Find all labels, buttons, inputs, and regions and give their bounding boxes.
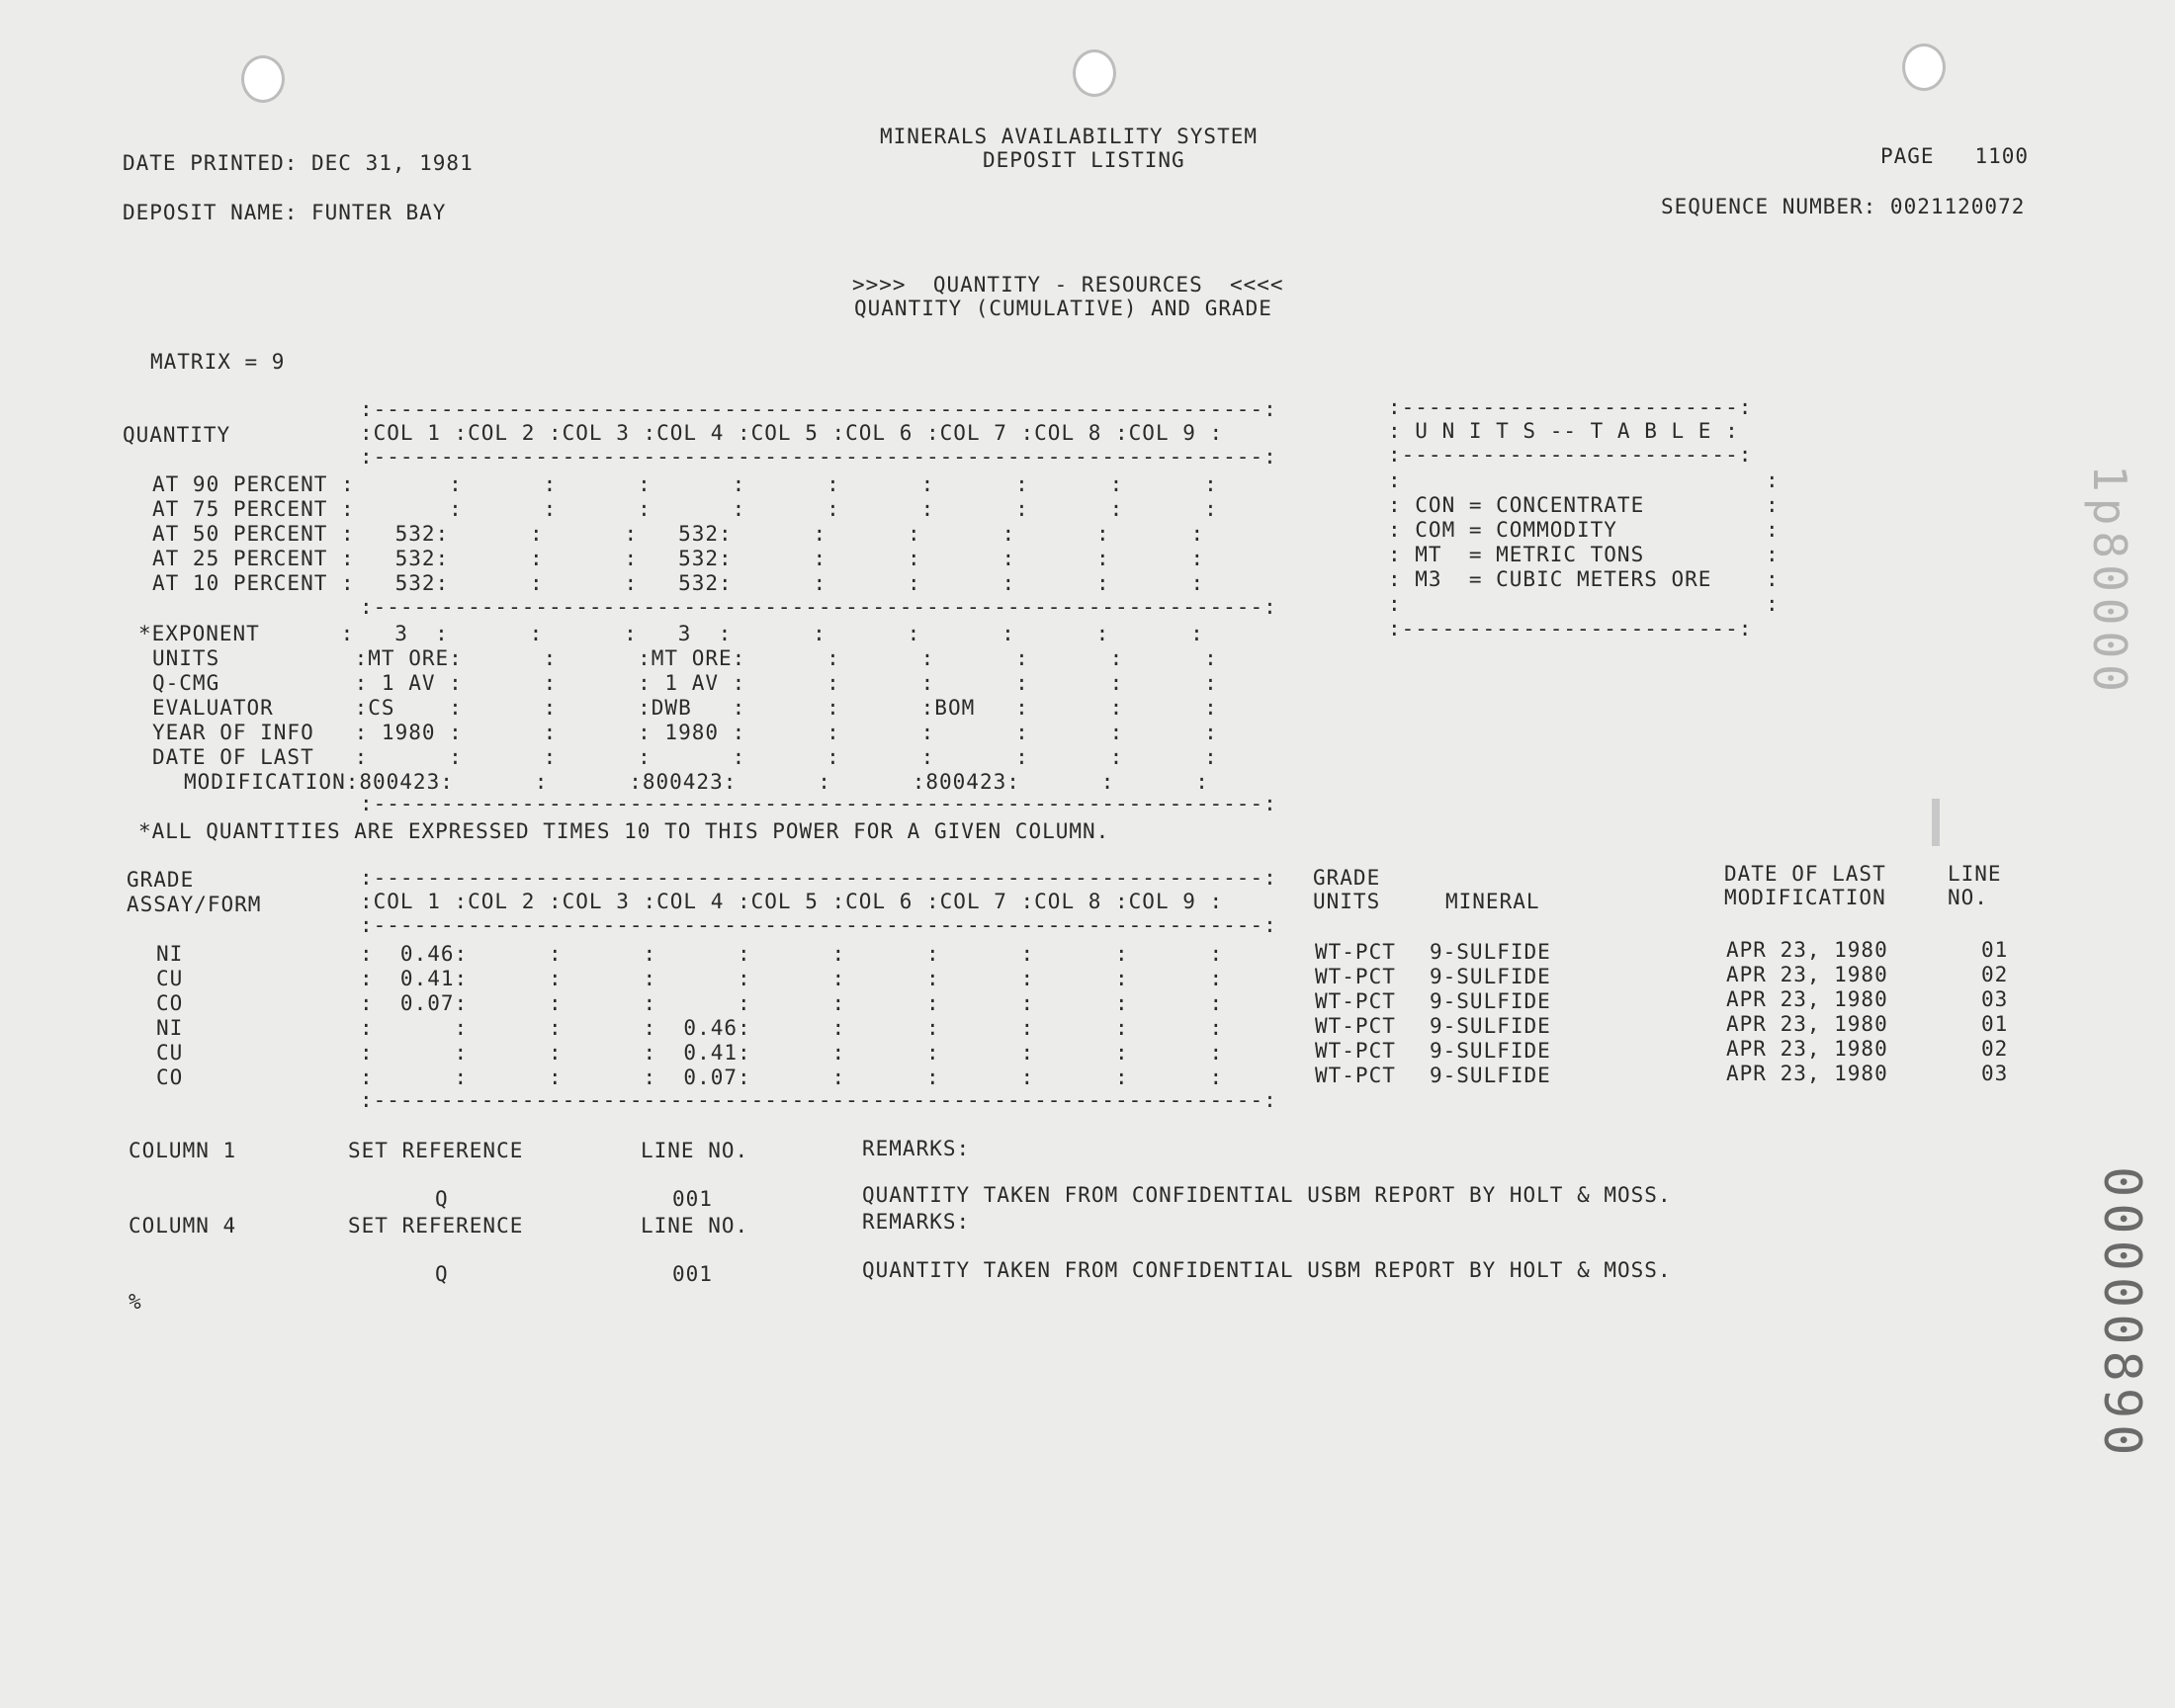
grade-units: WT-PCT (1315, 989, 1396, 1013)
table-row: EVALUATOR :CS : : :DWB : : :BOM : : : (152, 696, 1218, 720)
reference-line-heading: LINE NO. (641, 1139, 749, 1162)
table-row: Q-CMG : 1 AV : : : 1 AV : : : : : : (152, 671, 1218, 695)
units-table-top-rule: :-------------------------: (1388, 395, 1753, 419)
grade-units: WT-PCT (1315, 1014, 1396, 1038)
quantity-table-column-headers: :COL 1 :COL 2 :COL 3 :COL 4 :COL 5 :COL 6 :COL 7 :COL 8 :COL 9 : (360, 421, 1224, 445)
page-number: PAGE 1100 (1880, 144, 2030, 168)
grade-units: WT-PCT (1315, 965, 1396, 988)
quantity-table-bottom-rule: :------------------------------------------------------------------: (360, 792, 1277, 815)
quantity-table-top-rule: :------------------------------------------------------------------: (360, 397, 1277, 421)
grade-table-bottom-rule: :------------------------------------------------------------------: (360, 1088, 1277, 1112)
grade-line-no: 02 (1981, 1037, 2009, 1061)
reference-line-heading: LINE NO. (641, 1214, 749, 1238)
quantity-table-mid-rule: :------------------------------------------------------------------: (360, 595, 1277, 619)
section-subtitle: QUANTITY (CUMULATIVE) AND GRADE (854, 297, 1272, 320)
listing-title: DEPOSIT LISTING (983, 148, 1185, 172)
grade-units: WT-PCT (1315, 1064, 1396, 1087)
table-row: AT 75 PERCENT : : : : : : : : : : (152, 497, 1218, 521)
grade-cells: : 0.46: : : : : : : : : (360, 942, 1224, 966)
grade-table-top-rule: :------------------------------------------------------------------: (360, 866, 1277, 890)
quantity-label: QUANTITY (123, 423, 231, 447)
grade-line-no: 02 (1981, 963, 2009, 986)
grade-mineral: 9-SULFIDE (1430, 965, 1551, 988)
date-last-heading: DATE OF LAST (1724, 862, 1886, 886)
table-row: DATE OF LAST : : : : : : : : : : (152, 745, 1218, 769)
table-row: AT 25 PERCENT : 532: : : 532: : : : : : (152, 547, 1205, 570)
grade-element: NI (156, 942, 184, 966)
grade-cells: : : : : 0.46: : : : : : (360, 1016, 1224, 1040)
grade-table-column-headers: :COL 1 :COL 2 :COL 3 :COL 4 :COL 5 :COL 6 :COL 7 :COL 8 :COL 9 : (360, 890, 1224, 913)
stamp-lower: 00000890 (2092, 1166, 2151, 1462)
reference-line-value: 001 (672, 1262, 713, 1286)
stamp-upper: 1p80000 (2083, 465, 2136, 698)
grade-mineral: 9-SULFIDE (1430, 1014, 1551, 1038)
grade-date: APR 23, 1980 (1726, 1012, 1888, 1036)
grade-element: NI (156, 1016, 184, 1040)
grade-units-heading-2: UNITS (1313, 890, 1381, 913)
grade-date: APR 23, 1980 (1726, 1062, 1888, 1085)
table-row: *EXPONENT : 3 : : : 3 : : : : : : (138, 622, 1204, 645)
system-title: MINERALS AVAILABILITY SYSTEM (880, 125, 1259, 148)
grade-mineral: 9-SULFIDE (1430, 989, 1551, 1013)
grade-line-no: 01 (1981, 938, 2009, 962)
deposit-name: DEPOSIT NAME: FUNTER BAY (123, 201, 447, 224)
units-table-row: : : (1388, 592, 1780, 616)
grade-line-no: 03 (1981, 987, 2009, 1011)
reference-set-value: Q (435, 1262, 449, 1286)
punch-hole-center (1073, 49, 1116, 97)
grade-element: CO (156, 991, 184, 1015)
grade-element: CO (156, 1066, 184, 1089)
date-last-heading-2: MODIFICATION (1724, 886, 1886, 909)
reference-set-value: Q (435, 1187, 449, 1211)
units-table-row: : : (1388, 469, 1780, 492)
reference-set-heading: SET REFERENCE (348, 1214, 524, 1238)
grade-line-no: 01 (1981, 1012, 2009, 1036)
grade-units-heading: GRADE (1313, 866, 1381, 890)
line-no-heading-2: NO. (1948, 886, 1988, 909)
grade-mineral: 9-SULFIDE (1430, 940, 1551, 964)
grade-units: WT-PCT (1315, 1039, 1396, 1063)
grade-cells: : 0.07: : : : : : : : : (360, 991, 1224, 1015)
exponent-footnote: *ALL QUANTITIES ARE EXPRESSED TIMES 10 TO THIS POWER FOR A GIVEN COLUMN. (138, 819, 1110, 843)
grade-mineral: 9-SULFIDE (1430, 1039, 1551, 1063)
reference-set-heading: SET REFERENCE (348, 1139, 524, 1162)
table-row: YEAR OF INFO : 1980 : : : 1980 : : : : : : (152, 721, 1218, 744)
reference-remark-text: QUANTITY TAKEN FROM CONFIDENTIAL USBM REPORT BY HOLT & MOSS. (862, 1258, 1672, 1282)
units-table-title-rule: :-------------------------: (1388, 443, 1753, 467)
grade-date: APR 23, 1980 (1726, 1037, 1888, 1061)
grade-element: CU (156, 967, 184, 990)
grade-label: GRADE (127, 868, 195, 892)
table-row: AT 90 PERCENT : : : : : : : : : : (152, 472, 1218, 496)
units-table-bottom-rule: :-------------------------: (1388, 617, 1753, 640)
reference-remark-text: QUANTITY TAKEN FROM CONFIDENTIAL USBM REPORT BY HOLT & MOSS. (862, 1183, 1672, 1207)
grade-date: APR 23, 1980 (1726, 938, 1888, 962)
grade-table-header-rule: :------------------------------------------------------------------: (360, 913, 1277, 937)
mineral-heading: MINERAL (1445, 890, 1540, 913)
units-table-row: : M3 = CUBIC METERS ORE : (1388, 567, 1780, 591)
reference-line-value: 001 (672, 1187, 713, 1211)
end-mark: % (129, 1290, 142, 1314)
assay-form-label: ASSAY/FORM (127, 893, 262, 916)
grade-line-no: 03 (1981, 1062, 2009, 1085)
punch-hole-right (1902, 43, 1946, 91)
grade-element: CU (156, 1041, 184, 1065)
reference-column: COLUMN 1 (129, 1139, 237, 1162)
table-row: MODIFICATION:800423: : :800423: : :800423: : : (184, 770, 1209, 794)
units-table-row: : MT = METRIC TONS : (1388, 543, 1780, 566)
grade-units: WT-PCT (1315, 940, 1396, 964)
table-row: UNITS :MT ORE: : :MT ORE: : : : : : (152, 646, 1218, 670)
reference-remarks-heading: REMARKS: (862, 1210, 971, 1234)
matrix-label: MATRIX = 9 (150, 350, 286, 374)
units-table-row: : COM = COMMODITY : (1388, 518, 1780, 542)
line-no-heading: LINE (1948, 862, 2002, 886)
quantity-table-header-rule: :------------------------------------------------------------------: (360, 445, 1277, 469)
grade-cells: : : : : 0.41: : : : : : (360, 1041, 1224, 1065)
section-title: >>>> QUANTITY - RESOURCES <<<< (852, 273, 1284, 297)
table-row: AT 50 PERCENT : 532: : : 532: : : : : : (152, 522, 1205, 546)
punch-hole-left (241, 55, 285, 103)
sequence-number: SEQUENCE NUMBER: 0021120072 (1661, 195, 2026, 218)
units-table-title: : U N I T S -- T A B L E : (1388, 419, 1739, 443)
grade-cells: : 0.41: : : : : : : : : (360, 967, 1224, 990)
table-row: AT 10 PERCENT : 532: : : 532: : : : : : (152, 571, 1205, 595)
scan-mark (1932, 799, 1940, 846)
reference-remarks-heading: REMARKS: (862, 1137, 971, 1160)
date-printed: DATE PRINTED: DEC 31, 1981 (123, 151, 474, 175)
grade-date: APR 23, 1980 (1726, 963, 1888, 986)
grade-date: APR 23, 1980 (1726, 987, 1888, 1011)
grade-mineral: 9-SULFIDE (1430, 1064, 1551, 1087)
reference-column: COLUMN 4 (129, 1214, 237, 1238)
grade-cells: : : : : 0.07: : : : : : (360, 1066, 1224, 1089)
units-table-row: : CON = CONCENTRATE : (1388, 493, 1780, 517)
